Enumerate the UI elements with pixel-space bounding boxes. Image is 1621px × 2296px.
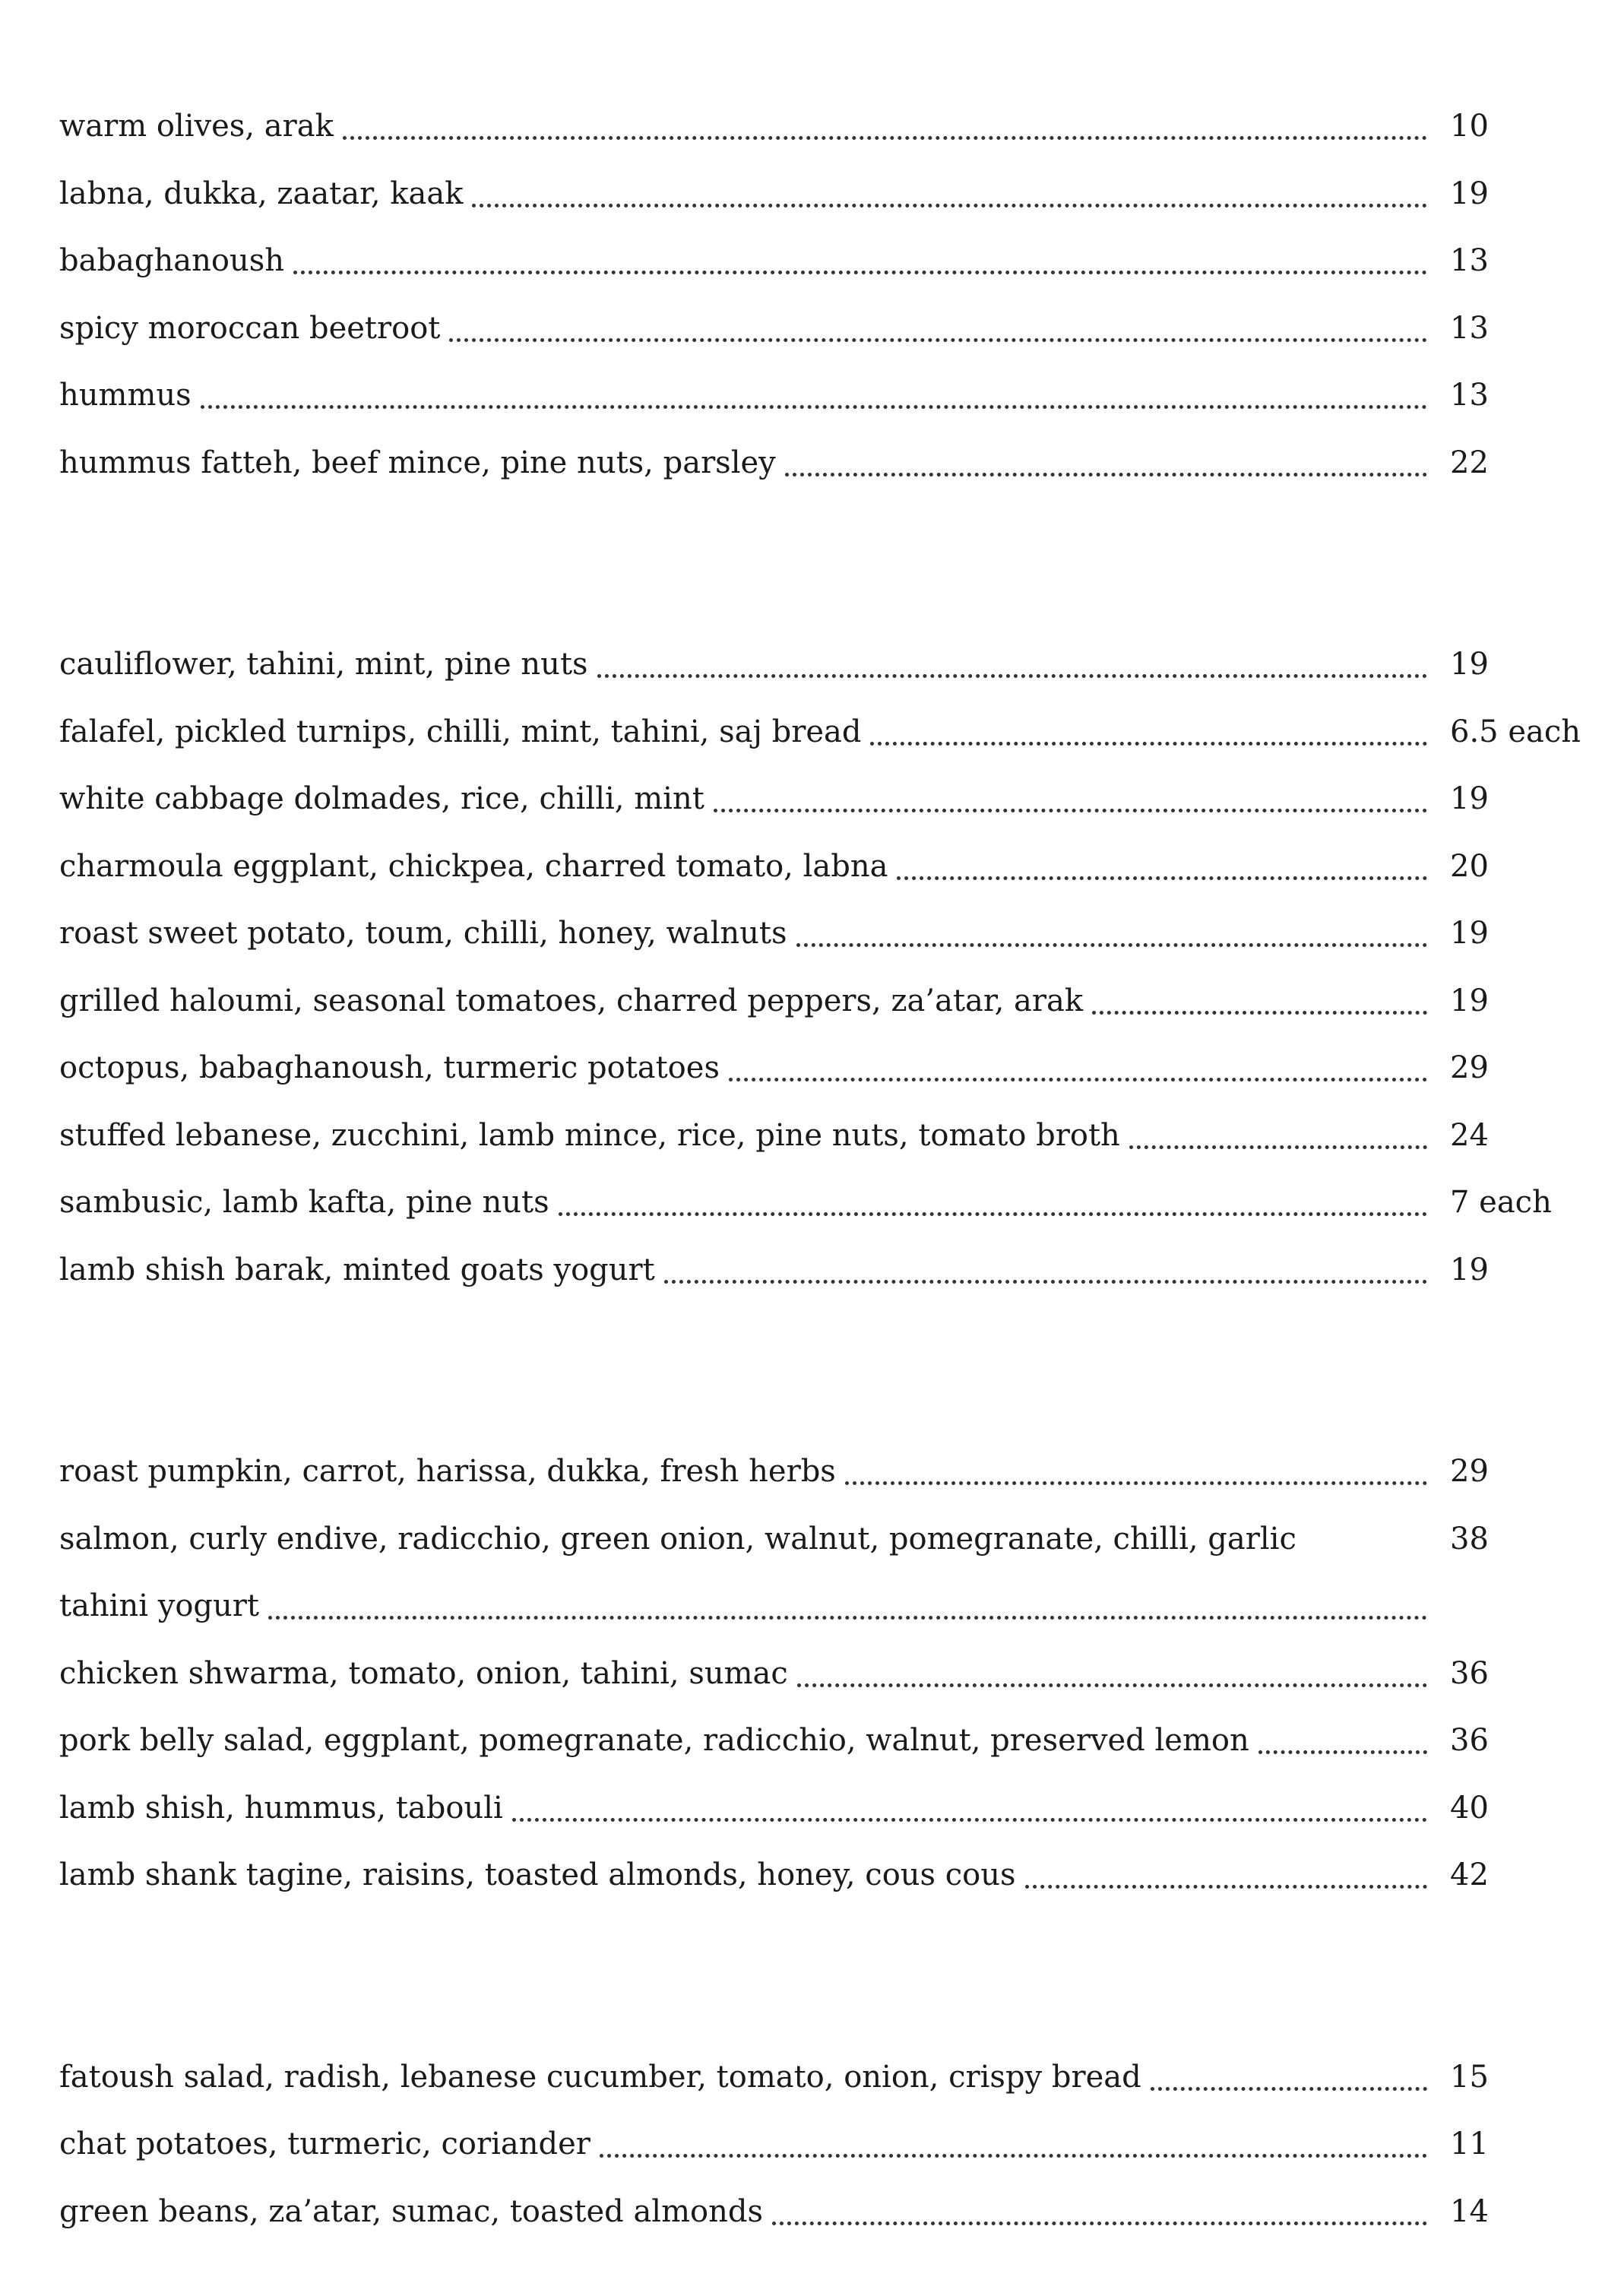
item-name: fatoush salad, radish, lebanese cucumber, tomato, onion, crispy bread [59,2059,1141,2095]
menu-item [59,443,1594,511]
dot-leader [1129,1145,1427,1149]
menu-item [59,174,1594,242]
menu-item [59,106,1594,174]
item-name: pork belly salad, eggplant, pomegranate, radicchio, walnut, preserved lemon [59,1723,1249,1758]
item-price: 20 [1450,848,1489,884]
item-name: cauliflower, tahini, mint, pine nuts [59,647,588,682]
dot-leader [870,742,1427,746]
item-price: 38 [1450,1521,1489,1557]
dot-leader [797,1683,1427,1687]
item-price: 29 [1450,1454,1489,1489]
menu-section-2 [59,644,1594,1317]
item-name: lamb shank tagine, raisins, toasted almonds, honey, cous cous [59,1857,1016,1892]
item-name: hummus [59,378,192,413]
dot-leader [1092,1011,1427,1015]
item-price: 36 [1450,1723,1489,1758]
dot-leader [1151,2087,1427,2091]
menu-item [59,779,1594,847]
menu-item [59,914,1594,981]
dot-leader [729,1078,1427,1081]
dot-leader [268,1616,1427,1620]
dot-leader [1025,1885,1427,1889]
item-price: 22 [1450,445,1489,480]
menu-item [59,1654,1594,1721]
dot-leader [600,2154,1427,2158]
item-name: chat potatoes, turmeric, coriander [59,2127,590,2161]
item-price: 19 [1450,1252,1489,1287]
item-name: stuffed lebanese, zucchini, lamb mince, rice, pine nuts, tomato broth [59,1117,1120,1153]
item-name: grilled haloumi, seasonal tomatoes, charred peppers, za’atar, arak [59,983,1084,1018]
item-price: 42 [1450,1857,1489,1892]
item-price: 11 [1450,2127,1489,2161]
item-name: green beans, za’atar, sumac, toasted almonds [59,2193,763,2229]
item-price: 7 each [1450,1185,1552,1220]
dot-leader [293,271,1427,274]
menu-item [59,309,1594,376]
menu-item [59,1788,1594,1856]
item-name: lamb shish, hummus, tabouli [59,1790,503,1826]
item-name: spicy moroccan beetroot [59,310,441,346]
dot-leader [714,809,1427,812]
menu-item [59,375,1594,443]
menu-item [59,1519,1594,1654]
menu [59,106,1594,2259]
menu-item [59,1250,1594,1318]
menu-item [59,2192,1594,2260]
menu-item [59,644,1594,712]
item-price: 40 [1450,1790,1489,1826]
menu-section-4 [59,2057,1594,2260]
item-name-continued: tahini yogurt [59,1588,259,1623]
item-name: labna, dukka, zaatar, kaak [59,176,464,211]
menu-item [59,981,1594,1049]
dot-leader [472,204,1427,207]
item-name: chicken shwarma, tomato, onion, tahini, sumac [59,1655,788,1691]
menu-item [59,1855,1594,1923]
dot-leader [1258,1750,1427,1754]
item-price: 19 [1450,647,1489,682]
menu-item [59,847,1594,914]
menu-item [59,1452,1594,1519]
item-price: 13 [1450,378,1489,413]
dot-leader [343,136,1427,140]
item-price: 6.5 each [1450,714,1581,749]
item-price: 36 [1450,1655,1489,1691]
dot-leader [559,1212,1427,1216]
dot-leader [512,1818,1427,1822]
item-name: babaghanoush [59,243,285,278]
dot-leader [897,876,1427,880]
item-name: roast sweet potato, toum, chilli, honey, walnuts [59,916,787,951]
item-price: 13 [1450,243,1489,278]
item-price: 14 [1450,2193,1489,2229]
menu-item [59,712,1594,780]
dot-leader [597,674,1427,678]
dot-leader [449,338,1427,342]
item-name: charmoula eggplant, chickpea, charred tomato, labna [59,848,888,884]
dot-leader [664,1280,1427,1284]
dot-leader [845,1481,1427,1485]
item-price: 19 [1450,916,1489,951]
menu-item [59,1183,1594,1250]
item-name: white cabbage dolmades, rice, chilli, mint [59,781,704,816]
item-price: 24 [1450,1117,1489,1153]
item-name: octopus, babaghanoush, turmeric potatoes [59,1050,720,1085]
item-price: 19 [1450,781,1489,816]
item-price: 19 [1450,176,1489,211]
dot-leader [772,2222,1427,2225]
item-name: warm olives, arak [59,109,334,144]
item-price: 15 [1450,2059,1489,2095]
item-name: sambusic, lamb kafta, pine nuts [59,1185,549,1220]
item-price: 13 [1450,310,1489,346]
dot-leader [796,943,1428,947]
dot-leader [785,473,1427,477]
item-name: salmon, curly endive, radicchio, green onion, walnut, pomegranate, chilli, garlic [59,1521,1296,1557]
menu-item [59,241,1594,309]
menu-item [59,2057,1594,2125]
dot-leader [201,405,1427,409]
menu-item [59,2124,1594,2192]
menu-section-3 [59,1452,1594,1923]
item-price: 19 [1450,983,1489,1018]
item-name: hummus fatteh, beef mince, pine nuts, parsley [59,445,776,480]
item-name: lamb shish barak, minted goats yogurt [59,1252,655,1287]
menu-section-1 [59,106,1594,510]
item-price: 29 [1450,1050,1489,1085]
menu-item [59,1721,1594,1788]
item-price: 10 [1450,109,1489,144]
menu-item [59,1116,1594,1183]
item-name: roast pumpkin, carrot, harissa, dukka, fresh herbs [59,1454,836,1489]
item-name: falafel, pickled turnips, chilli, mint, tahini, saj bread [59,714,862,749]
menu-item [59,1048,1594,1116]
